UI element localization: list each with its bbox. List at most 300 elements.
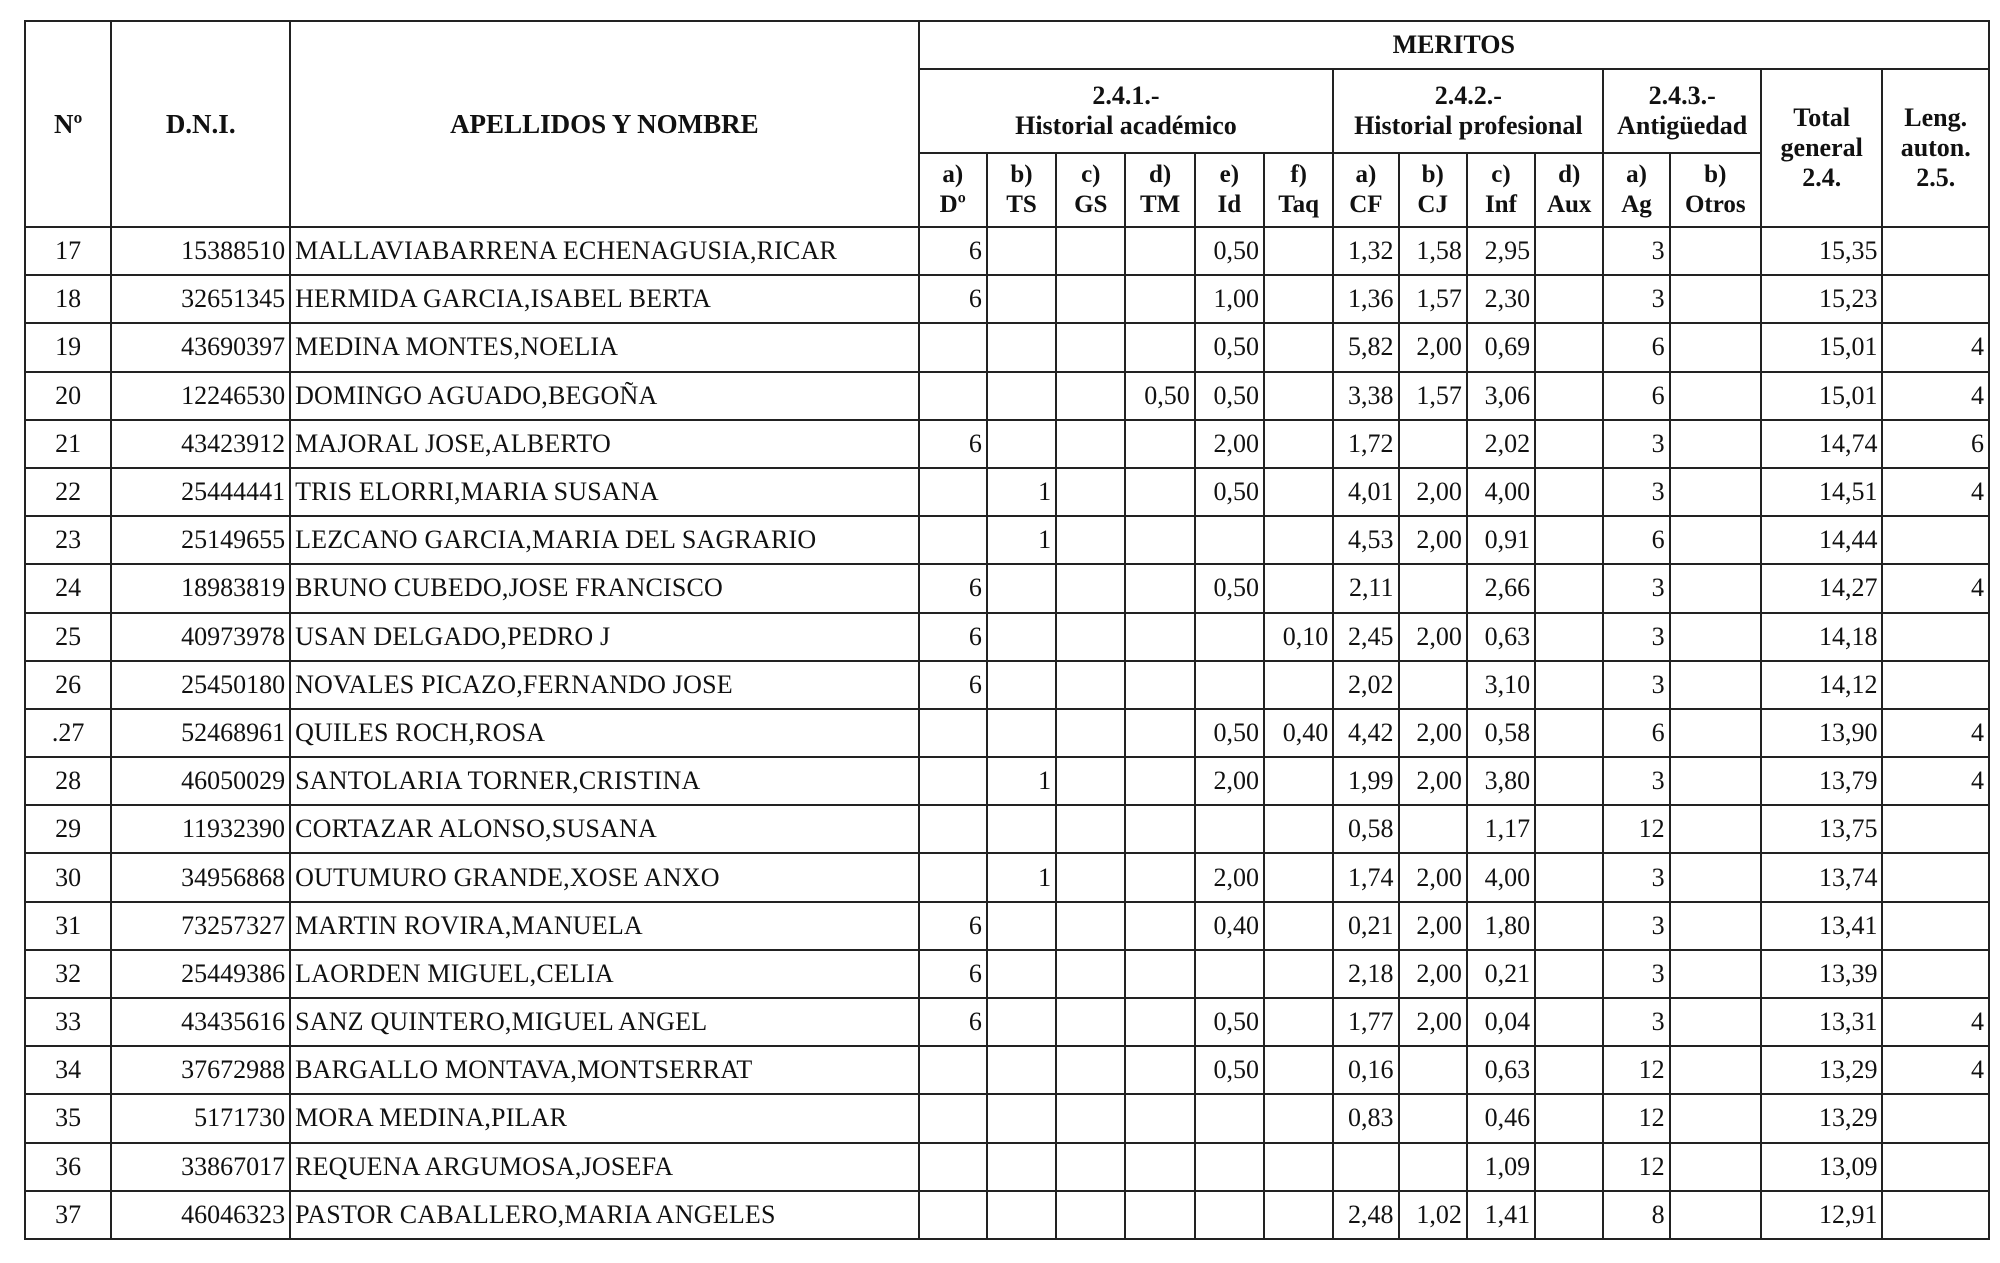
cell-merit: 6 [1603, 372, 1669, 420]
subcol-abbrev: Id [1217, 191, 1242, 218]
cell-merit [1670, 950, 1761, 998]
cell-merit [1535, 323, 1603, 371]
cell-merit [1399, 661, 1467, 709]
cell-name: MARTIN ROVIRA,MANUELA [290, 902, 919, 950]
cell-dni: 40973978 [111, 613, 290, 661]
cell-merit [1056, 227, 1125, 275]
cell-merit: 2,95 [1467, 227, 1535, 275]
cell-merit: 0,50 [1195, 564, 1264, 612]
cell-merit [1125, 1191, 1194, 1239]
cell-merit [919, 709, 987, 757]
cell-total: 12,91 [1761, 1191, 1882, 1239]
subcol-header-ag [1603, 153, 1669, 227]
cell-merit [987, 709, 1056, 757]
cell-name: NOVALES PICAZO,FERNANDO JOSE [290, 661, 919, 709]
cell-merit: 2,00 [1399, 757, 1467, 805]
cell-merit [1195, 805, 1264, 853]
cell-merit: 1,41 [1467, 1191, 1535, 1239]
cell-merit [1264, 757, 1333, 805]
cell-dni: 25444441 [111, 468, 290, 516]
cell-merit [1125, 275, 1194, 323]
cell-name: LEZCANO GARCIA,MARIA DEL SAGRARIO [290, 516, 919, 564]
cell-merit [1670, 564, 1761, 612]
cell-merit: 6 [919, 902, 987, 950]
cell-lengua [1882, 227, 1989, 275]
cell-no: 34 [25, 1046, 111, 1094]
cell-merit [919, 516, 987, 564]
cell-merit: 1,58 [1399, 227, 1467, 275]
cell-merit [1670, 275, 1761, 323]
cell-merit [1264, 950, 1333, 998]
cell-dni: 37672988 [111, 1046, 290, 1094]
cell-merit: 1 [987, 516, 1056, 564]
cell-lengua [1882, 1094, 1989, 1142]
cell-merit [1056, 323, 1125, 371]
cell-merit: 0,83 [1333, 1094, 1398, 1142]
group-code: 2.4.2.- [1434, 81, 1502, 110]
cell-no: 25 [25, 613, 111, 661]
col-header-dni: D.N.I. [111, 21, 290, 227]
cell-merit [1670, 805, 1761, 853]
cell-name: BRUNO CUBEDO,JOSE FRANCISCO [290, 564, 919, 612]
cell-merit [987, 564, 1056, 612]
cell-name: CORTAZAR ALONSO,SUSANA [290, 805, 919, 853]
cell-merit [1056, 372, 1125, 420]
cell-merit: 3,06 [1467, 372, 1535, 420]
cell-merit: 2,00 [1399, 853, 1467, 901]
cell-merit: 1,72 [1333, 420, 1398, 468]
cell-lengua: 4 [1882, 323, 1989, 371]
cell-merit [1535, 661, 1603, 709]
cell-no: 36 [25, 1143, 111, 1191]
cell-merit: 3 [1603, 950, 1669, 998]
table-header [25, 21, 1989, 227]
cell-merit [1535, 709, 1603, 757]
cell-merit: 12 [1603, 1143, 1669, 1191]
cell-merit: 0,40 [1195, 902, 1264, 950]
table-row [25, 709, 1989, 757]
cell-merit [1125, 950, 1194, 998]
cell-lengua [1882, 275, 1989, 323]
cell-merit: 2,02 [1467, 420, 1535, 468]
cell-merit: 2,18 [1333, 950, 1398, 998]
group-title: Antigüedad [1617, 111, 1748, 140]
cell-merit [987, 323, 1056, 371]
cell-merit [1670, 323, 1761, 371]
table-body [25, 227, 1989, 1239]
cell-merit: 5,82 [1333, 323, 1398, 371]
cell-merit: 0,91 [1467, 516, 1535, 564]
table-row [25, 805, 1989, 853]
cell-total: 13,41 [1761, 902, 1882, 950]
cell-merit: 1,99 [1333, 757, 1398, 805]
cell-no: 21 [25, 420, 111, 468]
cell-merit [1399, 420, 1467, 468]
table-row [25, 372, 1989, 420]
cell-total: 14,18 [1761, 613, 1882, 661]
cell-merit: 6 [919, 564, 987, 612]
cell-merit [987, 950, 1056, 998]
cell-merit [1195, 613, 1264, 661]
group-code: 2.4.3.- [1648, 81, 1716, 110]
cell-merit [1399, 805, 1467, 853]
cell-dni: 11932390 [111, 805, 290, 853]
subcol-header-inf [1467, 153, 1535, 227]
subcol-letter: b) [1010, 161, 1033, 188]
cell-merit [1535, 1143, 1603, 1191]
cell-dni: 12246530 [111, 372, 290, 420]
cell-merit: 0,50 [1195, 998, 1264, 1046]
subcol-abbrev: Inf [1484, 191, 1517, 218]
cell-dni: 25449386 [111, 950, 290, 998]
cell-dni: 43690397 [111, 323, 290, 371]
cell-merit [1264, 468, 1333, 516]
cell-merit [1125, 613, 1194, 661]
cell-merit [1264, 1046, 1333, 1094]
cell-merit [1056, 1094, 1125, 1142]
cell-merit: 2,00 [1399, 323, 1467, 371]
subcol-abbrev: Aux [1546, 191, 1592, 218]
table-row [25, 420, 1989, 468]
cell-merit [1535, 227, 1603, 275]
cell-merit [1264, 661, 1333, 709]
cell-lengua [1882, 902, 1989, 950]
cell-merit: 6 [919, 275, 987, 323]
cell-no: 35 [25, 1094, 111, 1142]
cell-merit: 0,69 [1467, 323, 1535, 371]
cell-lengua [1882, 853, 1989, 901]
subcol-letter: d) [1558, 161, 1581, 188]
cell-merit [1670, 1191, 1761, 1239]
cell-merit: 1,57 [1399, 275, 1467, 323]
cell-merit [987, 1094, 1056, 1142]
cell-name: USAN DELGADO,PEDRO J [290, 613, 919, 661]
cell-merit [1535, 805, 1603, 853]
cell-merit [1535, 613, 1603, 661]
group-title: Historial académico [1015, 111, 1237, 140]
cell-no: .27 [25, 709, 111, 757]
cell-merit [919, 468, 987, 516]
table-row [25, 950, 1989, 998]
cell-merit [1670, 468, 1761, 516]
cell-no: 37 [25, 1191, 111, 1239]
cell-merit: 2,00 [1399, 709, 1467, 757]
cell-merit [919, 1046, 987, 1094]
table-row [25, 902, 1989, 950]
subcol-header-aux [1535, 153, 1603, 227]
cell-merit: 4,42 [1333, 709, 1398, 757]
group-header-historial-profesional [1333, 69, 1603, 153]
group-header-historial-academico [919, 69, 1334, 153]
cell-merit [919, 1191, 987, 1239]
cell-name: DOMINGO AGUADO,BEGOÑA [290, 372, 919, 420]
cell-merit [1670, 1094, 1761, 1142]
cell-merit: 1 [987, 468, 1056, 516]
cell-merit [1264, 323, 1333, 371]
cell-no: 29 [25, 805, 111, 853]
cell-merit: 0,63 [1467, 1046, 1535, 1094]
cell-name: MEDINA MONTES,NOELIA [290, 323, 919, 371]
cell-merit: 2,00 [1195, 420, 1264, 468]
cell-merit: 3 [1603, 998, 1669, 1046]
subcol-abbrev: TM [1139, 191, 1181, 218]
cell-merit [1125, 227, 1194, 275]
cell-merit [987, 275, 1056, 323]
cell-total: 15,23 [1761, 275, 1882, 323]
cell-merit: 4,53 [1333, 516, 1398, 564]
cell-total: 15,01 [1761, 372, 1882, 420]
cell-total: 14,74 [1761, 420, 1882, 468]
cell-lengua: 4 [1882, 564, 1989, 612]
cell-no: 18 [25, 275, 111, 323]
cell-merit: 0,50 [1195, 468, 1264, 516]
cell-merit: 6 [919, 613, 987, 661]
cell-name: SANTOLARIA TORNER,CRISTINA [290, 757, 919, 805]
cell-merit: 6 [919, 227, 987, 275]
cell-merit: 6 [1603, 709, 1669, 757]
merits-document [24, 20, 1990, 1240]
cell-merit [1670, 902, 1761, 950]
cell-dni: 43435616 [111, 998, 290, 1046]
cell-merit [1264, 1143, 1333, 1191]
cell-dni: 33867017 [111, 1143, 290, 1191]
cell-merit: 1,36 [1333, 275, 1398, 323]
subcol-header-cf [1333, 153, 1398, 227]
cell-merit: 6 [919, 661, 987, 709]
cell-merit [1195, 661, 1264, 709]
cell-merit [1125, 805, 1194, 853]
cell-merit: 3 [1603, 468, 1669, 516]
cell-merit: 1,77 [1333, 998, 1398, 1046]
cell-merit [987, 902, 1056, 950]
cell-merit: 0,58 [1467, 709, 1535, 757]
cell-merit: 3,80 [1467, 757, 1535, 805]
cell-merit [1264, 805, 1333, 853]
cell-merit: 3 [1603, 420, 1669, 468]
cell-lengua [1882, 613, 1989, 661]
cell-merit [1399, 1143, 1467, 1191]
cell-merit [1535, 420, 1603, 468]
cell-merit [1670, 516, 1761, 564]
table-row [25, 275, 1989, 323]
cell-merit: 0,50 [1195, 1046, 1264, 1094]
cell-merit [919, 805, 987, 853]
cell-lengua: 4 [1882, 1046, 1989, 1094]
subcol-header-tm [1125, 153, 1194, 227]
subcol-abbrev: Dº [939, 191, 966, 218]
cell-merit: 3 [1603, 275, 1669, 323]
cell-merit [1535, 468, 1603, 516]
cell-no: 32 [25, 950, 111, 998]
cell-merit [1670, 853, 1761, 901]
cell-merit: 2,00 [1399, 516, 1467, 564]
cell-merit [987, 613, 1056, 661]
cell-name: MAJORAL JOSE,ALBERTO [290, 420, 919, 468]
cell-merit: 2,00 [1399, 468, 1467, 516]
cell-merit: 3,10 [1467, 661, 1535, 709]
cell-merit [1195, 516, 1264, 564]
cell-merit: 3,38 [1333, 372, 1398, 420]
cell-merit [1056, 853, 1125, 901]
cell-merit [1056, 1143, 1125, 1191]
cell-merit [987, 227, 1056, 275]
cell-dni: 18983819 [111, 564, 290, 612]
cell-merit: 0,16 [1333, 1046, 1398, 1094]
cell-merit [987, 998, 1056, 1046]
cell-merit: 0,10 [1264, 613, 1333, 661]
cell-merit [1535, 853, 1603, 901]
cell-merit [1264, 564, 1333, 612]
cell-no: 31 [25, 902, 111, 950]
cell-merit: 1 [987, 757, 1056, 805]
cell-merit: 6 [1603, 516, 1669, 564]
table-row [25, 323, 1989, 371]
cell-merit: 0,40 [1264, 709, 1333, 757]
cell-name: REQUENA ARGUMOSA,JOSEFA [290, 1143, 919, 1191]
cell-merit: 2,30 [1467, 275, 1535, 323]
table-row [25, 516, 1989, 564]
cell-merit [1125, 420, 1194, 468]
cell-total: 13,39 [1761, 950, 1882, 998]
cell-dni: 5171730 [111, 1094, 290, 1142]
cell-merit: 12 [1603, 805, 1669, 853]
cell-merit: 0,63 [1467, 613, 1535, 661]
cell-no: 22 [25, 468, 111, 516]
cell-merit [1264, 516, 1333, 564]
group-code: 2.4.1.- [1092, 81, 1160, 110]
header-meritos: MERITOS [919, 21, 1989, 69]
cell-merit [1056, 564, 1125, 612]
cell-name: SANZ QUINTERO,MIGUEL ANGEL [290, 998, 919, 1046]
cell-total: 13,29 [1761, 1046, 1882, 1094]
subcol-letter: d) [1148, 161, 1172, 188]
cell-merit [1056, 613, 1125, 661]
cell-name: HERMIDA GARCIA,ISABEL BERTA [290, 275, 919, 323]
cell-merit [1125, 564, 1194, 612]
col-header-lengua-autonomica: Leng. auton. 2.5. [1882, 69, 1989, 227]
cell-dni: 43423912 [111, 420, 290, 468]
cell-name: MORA MEDINA,PILAR [290, 1094, 919, 1142]
cell-merit [1125, 661, 1194, 709]
cell-no: 17 [25, 227, 111, 275]
cell-merit [1399, 564, 1467, 612]
cell-merit [1264, 1094, 1333, 1142]
cell-merit: 6 [919, 998, 987, 1046]
subcol-header-d [919, 153, 987, 227]
subcol-letter: a) [1355, 161, 1377, 188]
cell-lengua: 6 [1882, 420, 1989, 468]
cell-lengua: 4 [1882, 709, 1989, 757]
cell-merit [1535, 1191, 1603, 1239]
cell-merit: 2,00 [1399, 902, 1467, 950]
cell-merit [919, 1094, 987, 1142]
subcol-header-taq [1264, 153, 1333, 227]
cell-merit: 0,21 [1467, 950, 1535, 998]
cell-merit: 1,00 [1195, 275, 1264, 323]
subcol-letter: b) [1421, 161, 1444, 188]
cell-merit: 3 [1603, 613, 1669, 661]
cell-merit: 2,00 [1399, 950, 1467, 998]
cell-total: 14,27 [1761, 564, 1882, 612]
cell-merit [987, 1143, 1056, 1191]
subcol-abbrev: GS [1074, 191, 1108, 218]
cell-dni: 73257327 [111, 902, 290, 950]
cell-merit [987, 372, 1056, 420]
cell-merit: 1,09 [1467, 1143, 1535, 1191]
cell-merit [1535, 998, 1603, 1046]
cell-lengua [1882, 1143, 1989, 1191]
cell-merit [1264, 275, 1333, 323]
cell-merit [1399, 1046, 1467, 1094]
cell-merit: 1 [987, 853, 1056, 901]
cell-dni: 15388510 [111, 227, 290, 275]
cell-merit: 3 [1603, 902, 1669, 950]
subcol-letter: a) [942, 161, 964, 188]
cell-merit [1264, 853, 1333, 901]
table-row [25, 1143, 1989, 1191]
cell-name: PASTOR CABALLERO,MARIA ANGELES [290, 1191, 919, 1239]
subcol-abbrev: TS [1006, 191, 1037, 218]
cell-merit [1535, 1046, 1603, 1094]
subcol-header-ts [987, 153, 1056, 227]
table-row [25, 227, 1989, 275]
cell-merit: 4,00 [1467, 853, 1535, 901]
cell-merit: 1,32 [1333, 227, 1398, 275]
cell-merit [1264, 420, 1333, 468]
cell-merit [1535, 372, 1603, 420]
cell-merit [1056, 420, 1125, 468]
cell-merit [1535, 1094, 1603, 1142]
cell-merit: 3 [1603, 853, 1669, 901]
cell-merit [1056, 950, 1125, 998]
cell-merit: 4,00 [1467, 468, 1535, 516]
cell-merit [1535, 275, 1603, 323]
cell-total: 14,12 [1761, 661, 1882, 709]
cell-total: 13,74 [1761, 853, 1882, 901]
cell-merit [1670, 709, 1761, 757]
cell-total: 14,51 [1761, 468, 1882, 516]
subcol-letter: c) [1081, 161, 1101, 188]
subcol-abbrev: Otros [1684, 191, 1746, 218]
cell-name: TRIS ELORRI,MARIA SUSANA [290, 468, 919, 516]
cell-merit: 3 [1603, 227, 1669, 275]
table-row [25, 1046, 1989, 1094]
merits-table [24, 20, 1990, 1240]
subcol-abbrev: CF [1349, 191, 1383, 218]
subcol-abbrev: CJ [1417, 191, 1448, 218]
cell-merit: 0,50 [1195, 709, 1264, 757]
cell-merit [1670, 1046, 1761, 1094]
cell-merit [1056, 275, 1125, 323]
subcol-letter: e) [1219, 161, 1240, 188]
cell-merit [987, 420, 1056, 468]
subcol-letter: b) [1704, 161, 1727, 188]
cell-merit: 3 [1603, 757, 1669, 805]
cell-merit [1399, 1094, 1467, 1142]
cell-merit [1535, 950, 1603, 998]
group-header-antiguedad [1603, 69, 1761, 153]
cell-dni: 25149655 [111, 516, 290, 564]
subcol-abbrev: Ag [1621, 191, 1652, 218]
cell-merit [1056, 998, 1125, 1046]
cell-name: LAORDEN MIGUEL,CELIA [290, 950, 919, 998]
cell-dni: 34956868 [111, 853, 290, 901]
table-row [25, 468, 1989, 516]
cell-merit [919, 323, 987, 371]
cell-merit [1195, 1143, 1264, 1191]
cell-merit: 1,57 [1399, 372, 1467, 420]
cell-lengua: 4 [1882, 998, 1989, 1046]
